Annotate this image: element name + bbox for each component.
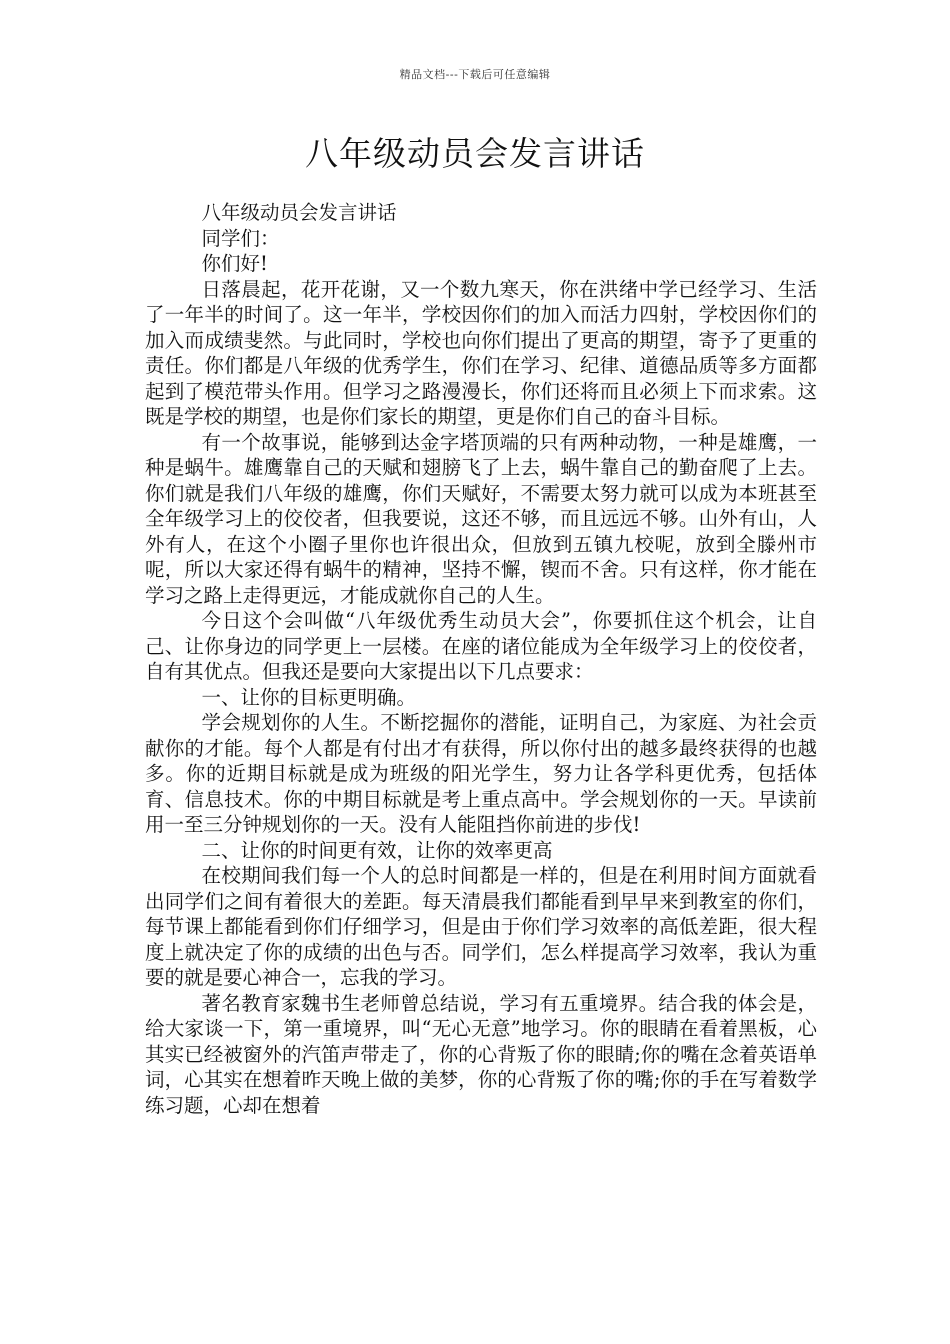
paragraph: 有一个故事说，能够到达金字塔顶端的只有两种动物，一种是雄鹰，一种是蜗牛。雄鹰靠自己的天赋和翅膀飞了上去，蜗牛靠自己的勤奋爬了上去。你们就是我们八年级的雄鹰，你们天赋好，不需要太努力就可以成为本班甚至全年级学习上的佼佼者，但我要说，这还不够，而且远远不够。山外有山，人外有人，在这个小圈子里你也许很出众，但放到五镇九校呢，放到全滕州市呢，所以大家还得有蜗牛的精神，坚持不懈，锲而不舍。只有这样，你才能在学习之路上走得更远，才能成就你自己的人生。	[145, 430, 817, 607]
paragraph: 著名教育家魏书生老师曾总结说，学习有五重境界。结合我的体会是，给大家谈一下，第一重境界，叫“无心无意”地学习。你的眼睛在看着黑板，心其实已经被窗外的汽笛声带走了，你的心背叛了你的眼睛;你的嘴在念着英语单词，心其实在想着昨天晚上做的美梦，你的心背叛了你的嘴;你的手在写着数学练习题，心却在想着	[145, 991, 817, 1117]
paragraph: 学会规划你的人生。不断挖掘你的潜能，证明自己，为家庭、为社会贡献你的才能。每个人都是有付出才有获得，所以你付出的越多最终获得的也越多。你的近期目标就是成为班级的阳光学生，努力让各学科更优秀，包括体育、信息技术。你的中期目标就是考上重点高中。学会规划你的一天。早读前用一至三分钟规划你的一天。没有人能阻挡你前进的步伐!	[145, 711, 817, 836]
paragraph-greeting: 你们好!	[201, 252, 268, 275]
paragraph-salutation: 同学们：	[201, 226, 280, 250]
paragraph: 在校期间我们每一个人的总时间都是一样的，但是在利用时间方面就看出同学们之间有着很大的差距。每天清晨我们都能看到早早来到教室的你们，每节课上都能看到你们仔细学习，但是由于你们学习效率的高低差距，很大程度上就决定了你的成绩的出色与否。同学们，怎么样提高学习效率，我认为重要的就是要心神合一，忘我的学习。	[145, 864, 817, 989]
paragraph: 今日这个会叫做“八年级优秀生动员大会”，你要抓住这个机会，让自己、让你身边的同学更上一层楼。在座的诸位能成为全年级学习上的佼佼者，自有其优点。但我还是要向大家提出以下几点要求：	[145, 609, 817, 683]
document-title: 八年级动员会发言讲话	[305, 134, 645, 173]
paragraph-subtitle: 八年级动员会发言讲话	[201, 201, 397, 224]
section-heading: 一、让你的目标更明确。	[201, 685, 417, 709]
document-body	[145, 200, 817, 1118]
paragraph: 日落晨起，花开花谢，又一个数九寒天，你在洪绪中学已经学习、生活了一年半的时间了。这一年半，学校因你们的加入而活力四射，学校因你们的加入而成绩斐然。与此同时，学校也向你们提出了更高的期望，寄予了更重的责任。你们都是八年级的优秀学生，你们在学习、纪律、道德品质等多方面都起到了模范带头作用。但学习之路漫漫长，你们还将而且必须上下而求索。这既是学校的期望，也是你们家长的期望，更是你们自己的奋斗目标。	[145, 277, 817, 428]
header-note: 精品文档---下载后可任意编辑	[399, 68, 551, 81]
section-heading: 二、让你的时间更有效，让你的效率更高	[201, 838, 553, 862]
